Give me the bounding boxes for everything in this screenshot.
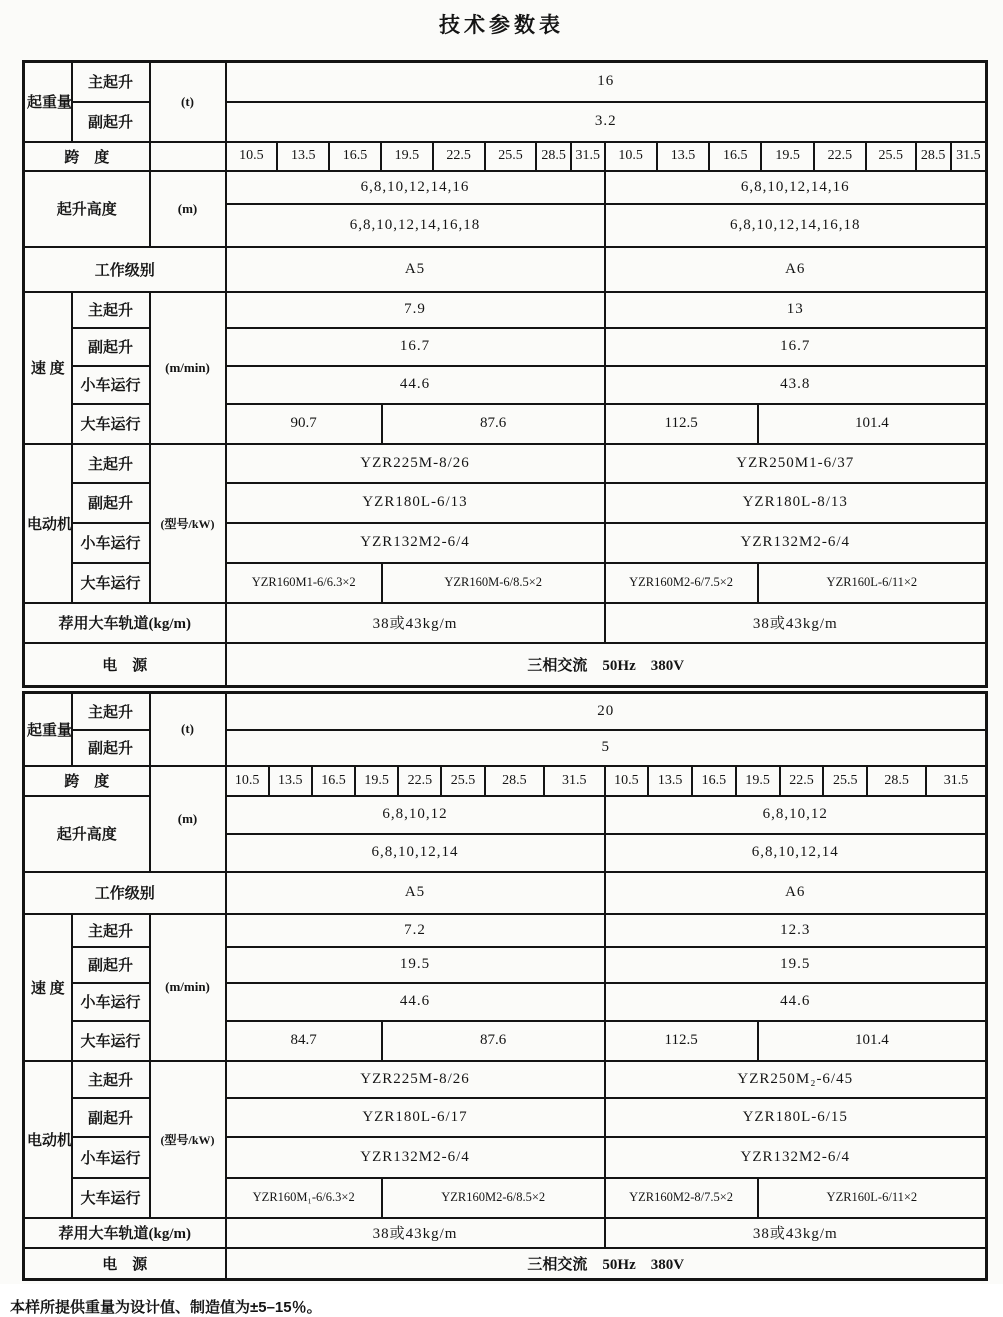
t1-capacity-group-label: 起重量 (24, 62, 72, 142)
t2-unit-model: (型号/kW) (150, 1061, 226, 1218)
span-cell: 31.5 (570, 143, 604, 170)
t1-capacity-aux-label: 副起升 (72, 102, 150, 142)
t2-unit-t: (t) (150, 693, 226, 766)
t1-work-class-right: A6 (605, 247, 987, 292)
t2-height-label: 起升高度 (24, 796, 150, 872)
t2-unit-mmin: (m/min) (150, 914, 226, 1061)
span-cell: 28.5 (915, 143, 950, 170)
t2-motor-trolley-right: YZR132M2-6/4 (605, 1137, 987, 1178)
page-title: 技术参数表 (439, 13, 564, 37)
t1-capacity-main-value: 16 (226, 62, 987, 102)
span-cell: 19.5 (735, 767, 779, 795)
t2-rail-right: 38或43kg/m (605, 1218, 987, 1248)
t2-motor-travel-label: 大车运行 (72, 1178, 150, 1218)
motor-travel-cell: YZR160M1-6/6.3×2 (251, 575, 356, 589)
t1-unit-m: (m) (150, 171, 226, 247)
span-cell: 10.5 (234, 772, 260, 788)
t1-speed-aux-label: 副起升 (72, 328, 150, 366)
span-cell: 10.5 (618, 148, 643, 163)
t1-work-class-left: A5 (226, 247, 605, 292)
t1-height2-right: 6,8,10,12,14,16,18 (605, 204, 987, 247)
motor-travel-cell: YZR160L-6/11×2 (757, 1179, 985, 1217)
t2-motor-aux-right: YZR180L-6/15 (605, 1098, 987, 1137)
span-cell: 22.5 (432, 143, 484, 170)
speed-travel-cell: 101.4 (757, 405, 985, 443)
t1-unit-model: (型号/kW) (150, 444, 226, 603)
t2-rail-left: 38或43kg/m (226, 1218, 605, 1248)
span-cell: 13.5 (656, 143, 708, 170)
span-cell: 31.5 (543, 767, 603, 795)
span-cell: 10.5 (239, 148, 264, 163)
t1-rail-right: 38或43kg/m (605, 603, 987, 643)
speed-travel-cell: 87.6 (381, 405, 604, 443)
t2-motor-aux-label: 副起升 (72, 1098, 150, 1137)
span-cell: 25.5 (865, 143, 914, 170)
speed-travel-cell: 101.4 (757, 1022, 985, 1060)
t2-speed-trolley-right: 44.6 (605, 983, 987, 1021)
t1-power-value: 三相交流 50Hz 380V (226, 643, 987, 687)
t2-height2-left: 6,8,10,12,14 (226, 834, 605, 872)
t2-speed-trolley-label: 小车运行 (72, 983, 150, 1021)
t1-capacity-main-label: 主起升 (72, 62, 150, 102)
t2-speed-group-label: 速 度 (24, 914, 72, 1061)
t1-motor-trolley-right: YZR132M2-6/4 (605, 523, 987, 563)
t2-motor-trolley-label: 小车运行 (72, 1137, 150, 1178)
t2-power-value: 三相交流 50Hz 380V (226, 1248, 987, 1280)
t2-motor-trolley-left: YZR132M2-6/4 (226, 1137, 605, 1178)
t1-rail-label: 荐用大车轨道(kg/m) (24, 603, 226, 643)
t1-motor-main-label: 主起升 (72, 444, 150, 483)
span-cell: 16.5 (328, 143, 380, 170)
motor-travel-cell: YZR160M2-6/7.5×2 (629, 575, 734, 589)
t2-speed-travel-label: 大车运行 (72, 1021, 150, 1061)
t2-span-left (226, 766, 605, 796)
t2-height1-left: 6,8,10,12 (226, 796, 605, 834)
t2-speed-trolley-left: 44.6 (226, 983, 605, 1021)
t1-speed-travel-label: 大车运行 (72, 404, 150, 444)
t1-power-label: 电 源 (24, 643, 226, 687)
span-cell: 13.5 (268, 767, 311, 795)
t2-rail-label: 荐用大车轨道(kg/m) (24, 1218, 226, 1248)
span-cell: 19.5 (760, 143, 812, 170)
speed-travel-cell: 112.5 (664, 415, 698, 431)
t1-motor-main-right: YZR250M1-6/37 (605, 444, 987, 483)
span-cell: 19.5 (354, 767, 397, 795)
speed-travel-cell: 84.7 (290, 1032, 317, 1048)
t1-motor-group-label: 电动机 (24, 444, 72, 603)
t2-motor-main-left: YZR225M-8/26 (226, 1061, 605, 1098)
t1-speed-main-left: 7.9 (226, 292, 605, 328)
t2-work-class-right: A6 (605, 872, 987, 914)
t1-speed-trolley-right: 43.8 (605, 366, 987, 404)
speed-travel-cell: 90.7 (290, 415, 317, 431)
span-cell: 22.5 (397, 767, 440, 795)
span-cell: 25.5 (822, 767, 866, 795)
span-cell: 13.5 (276, 143, 328, 170)
t1-motor-main-left: YZR225M-8/26 (226, 444, 605, 483)
spec-table-16t (22, 60, 988, 688)
t1-height2-left: 6,8,10,12,14,16,18 (226, 204, 605, 247)
span-cell: 31.5 (950, 143, 985, 170)
span-cell: 22.5 (779, 767, 823, 795)
speed-travel-cell: 87.6 (381, 1022, 604, 1060)
t1-span-label: 跨 度 (24, 142, 150, 171)
t1-rail-left: 38或43kg/m (226, 603, 605, 643)
t2-capacity-aux-label: 副起升 (72, 730, 150, 766)
span-cell: 19.5 (380, 143, 432, 170)
t1-speed-travel-right (605, 404, 987, 444)
t2-span-right (605, 766, 987, 796)
t1-motor-aux-label: 副起升 (72, 483, 150, 523)
t1-motor-trolley-left: YZR132M2-6/4 (226, 523, 605, 563)
t2-speed-aux-label: 副起升 (72, 947, 150, 983)
t2-speed-main-label: 主起升 (72, 914, 150, 947)
t2-capacity-aux-value: 5 (226, 730, 987, 766)
spec-table-20t (22, 691, 988, 1281)
t1-work-class-label: 工作级别 (24, 247, 226, 292)
t2-motor-travel-right (605, 1178, 987, 1218)
span-cell: 10.5 (614, 772, 639, 788)
t2-span-label: 跨 度 (24, 766, 150, 796)
t2-speed-travel-left (226, 1021, 605, 1061)
t2-motor-main-right: YZR250M₂-6/45 (605, 1061, 987, 1098)
motor-travel-cell: YZR160M-6/8.5×2 (381, 564, 604, 602)
t1-speed-group-label: 速 度 (24, 292, 72, 444)
t1-motor-travel-right (605, 563, 987, 603)
t1-unit-t: (t) (150, 62, 226, 142)
speed-travel-cell: 112.5 (664, 1032, 698, 1048)
t1-speed-trolley-left: 44.6 (226, 366, 605, 404)
t2-capacity-main-label: 主起升 (72, 693, 150, 730)
t1-speed-aux-right: 16.7 (605, 328, 987, 366)
t2-motor-group-label: 电动机 (24, 1061, 72, 1218)
span-cell: 25.5 (440, 767, 483, 795)
t2-speed-travel-right (605, 1021, 987, 1061)
motor-travel-cell: YZR160M₁-6/6.3×2 (252, 1190, 355, 1204)
span-cell: 22.5 (813, 143, 865, 170)
t1-motor-aux-right: YZR180L-8/13 (605, 483, 987, 523)
t1-speed-main-right: 13 (605, 292, 987, 328)
t2-height1-right: 6,8,10,12 (605, 796, 987, 834)
t2-speed-aux-right: 19.5 (605, 947, 987, 983)
t1-motor-travel-label: 大车运行 (72, 563, 150, 603)
t1-speed-travel-left (226, 404, 605, 444)
t1-speed-main-label: 主起升 (72, 292, 150, 328)
t2-speed-aux-left: 19.5 (226, 947, 605, 983)
t1-height1-left: 6,8,10,12,14,16 (226, 171, 605, 204)
span-cell: 28.5 (484, 767, 543, 795)
t2-capacity-main-value: 20 (226, 693, 987, 730)
motor-travel-cell: YZR160M2-8/7.5×2 (629, 1190, 734, 1204)
motor-travel-cell: YZR160M2-6/8.5×2 (381, 1179, 604, 1217)
t1-speed-aux-left: 16.7 (226, 328, 605, 366)
t2-capacity-group-label: 起重量 (24, 693, 72, 766)
t2-work-class-label: 工作级别 (24, 872, 226, 914)
t1-motor-aux-left: YZR180L-6/13 (226, 483, 605, 523)
span-cell: 16.5 (708, 143, 760, 170)
t1-height-label: 起升高度 (24, 171, 150, 247)
t1-capacity-aux-value: 3.2 (226, 102, 987, 142)
t2-motor-main-label: 主起升 (72, 1061, 150, 1098)
t1-speed-trolley-label: 小车运行 (72, 366, 150, 404)
t2-work-class-left: A5 (226, 872, 605, 914)
span-cell: 28.5 (866, 767, 925, 795)
t2-height2-right: 6,8,10,12,14 (605, 834, 987, 872)
t2-power-label: 电 源 (24, 1248, 226, 1280)
t1-span-right (605, 142, 987, 171)
span-cell: 31.5 (925, 767, 985, 795)
t1-unit-mmin: (m/min) (150, 292, 226, 444)
span-cell: 28.5 (535, 143, 570, 170)
t1-motor-travel-left (226, 563, 605, 603)
motor-travel-cell: YZR160L-6/11×2 (757, 564, 985, 602)
t1-span-left (226, 142, 605, 171)
span-cell: 25.5 (484, 143, 536, 170)
t2-unit-m: (m) (150, 766, 226, 872)
t2-motor-aux-left: YZR180L-6/17 (226, 1098, 605, 1137)
t2-motor-travel-left (226, 1178, 605, 1218)
span-cell: 13.5 (647, 767, 691, 795)
t1-span-unit-empty (150, 142, 226, 171)
t2-speed-main-left: 7.2 (226, 914, 605, 947)
footnote: 本样所提供重量为设计值、制造值为±5–15％。 (10, 1299, 322, 1316)
span-cell: 16.5 (691, 767, 735, 795)
t1-motor-trolley-label: 小车运行 (72, 523, 150, 563)
t1-height1-right: 6,8,10,12,14,16 (605, 171, 987, 204)
t2-speed-main-right: 12.3 (605, 914, 987, 947)
span-cell: 16.5 (311, 767, 354, 795)
